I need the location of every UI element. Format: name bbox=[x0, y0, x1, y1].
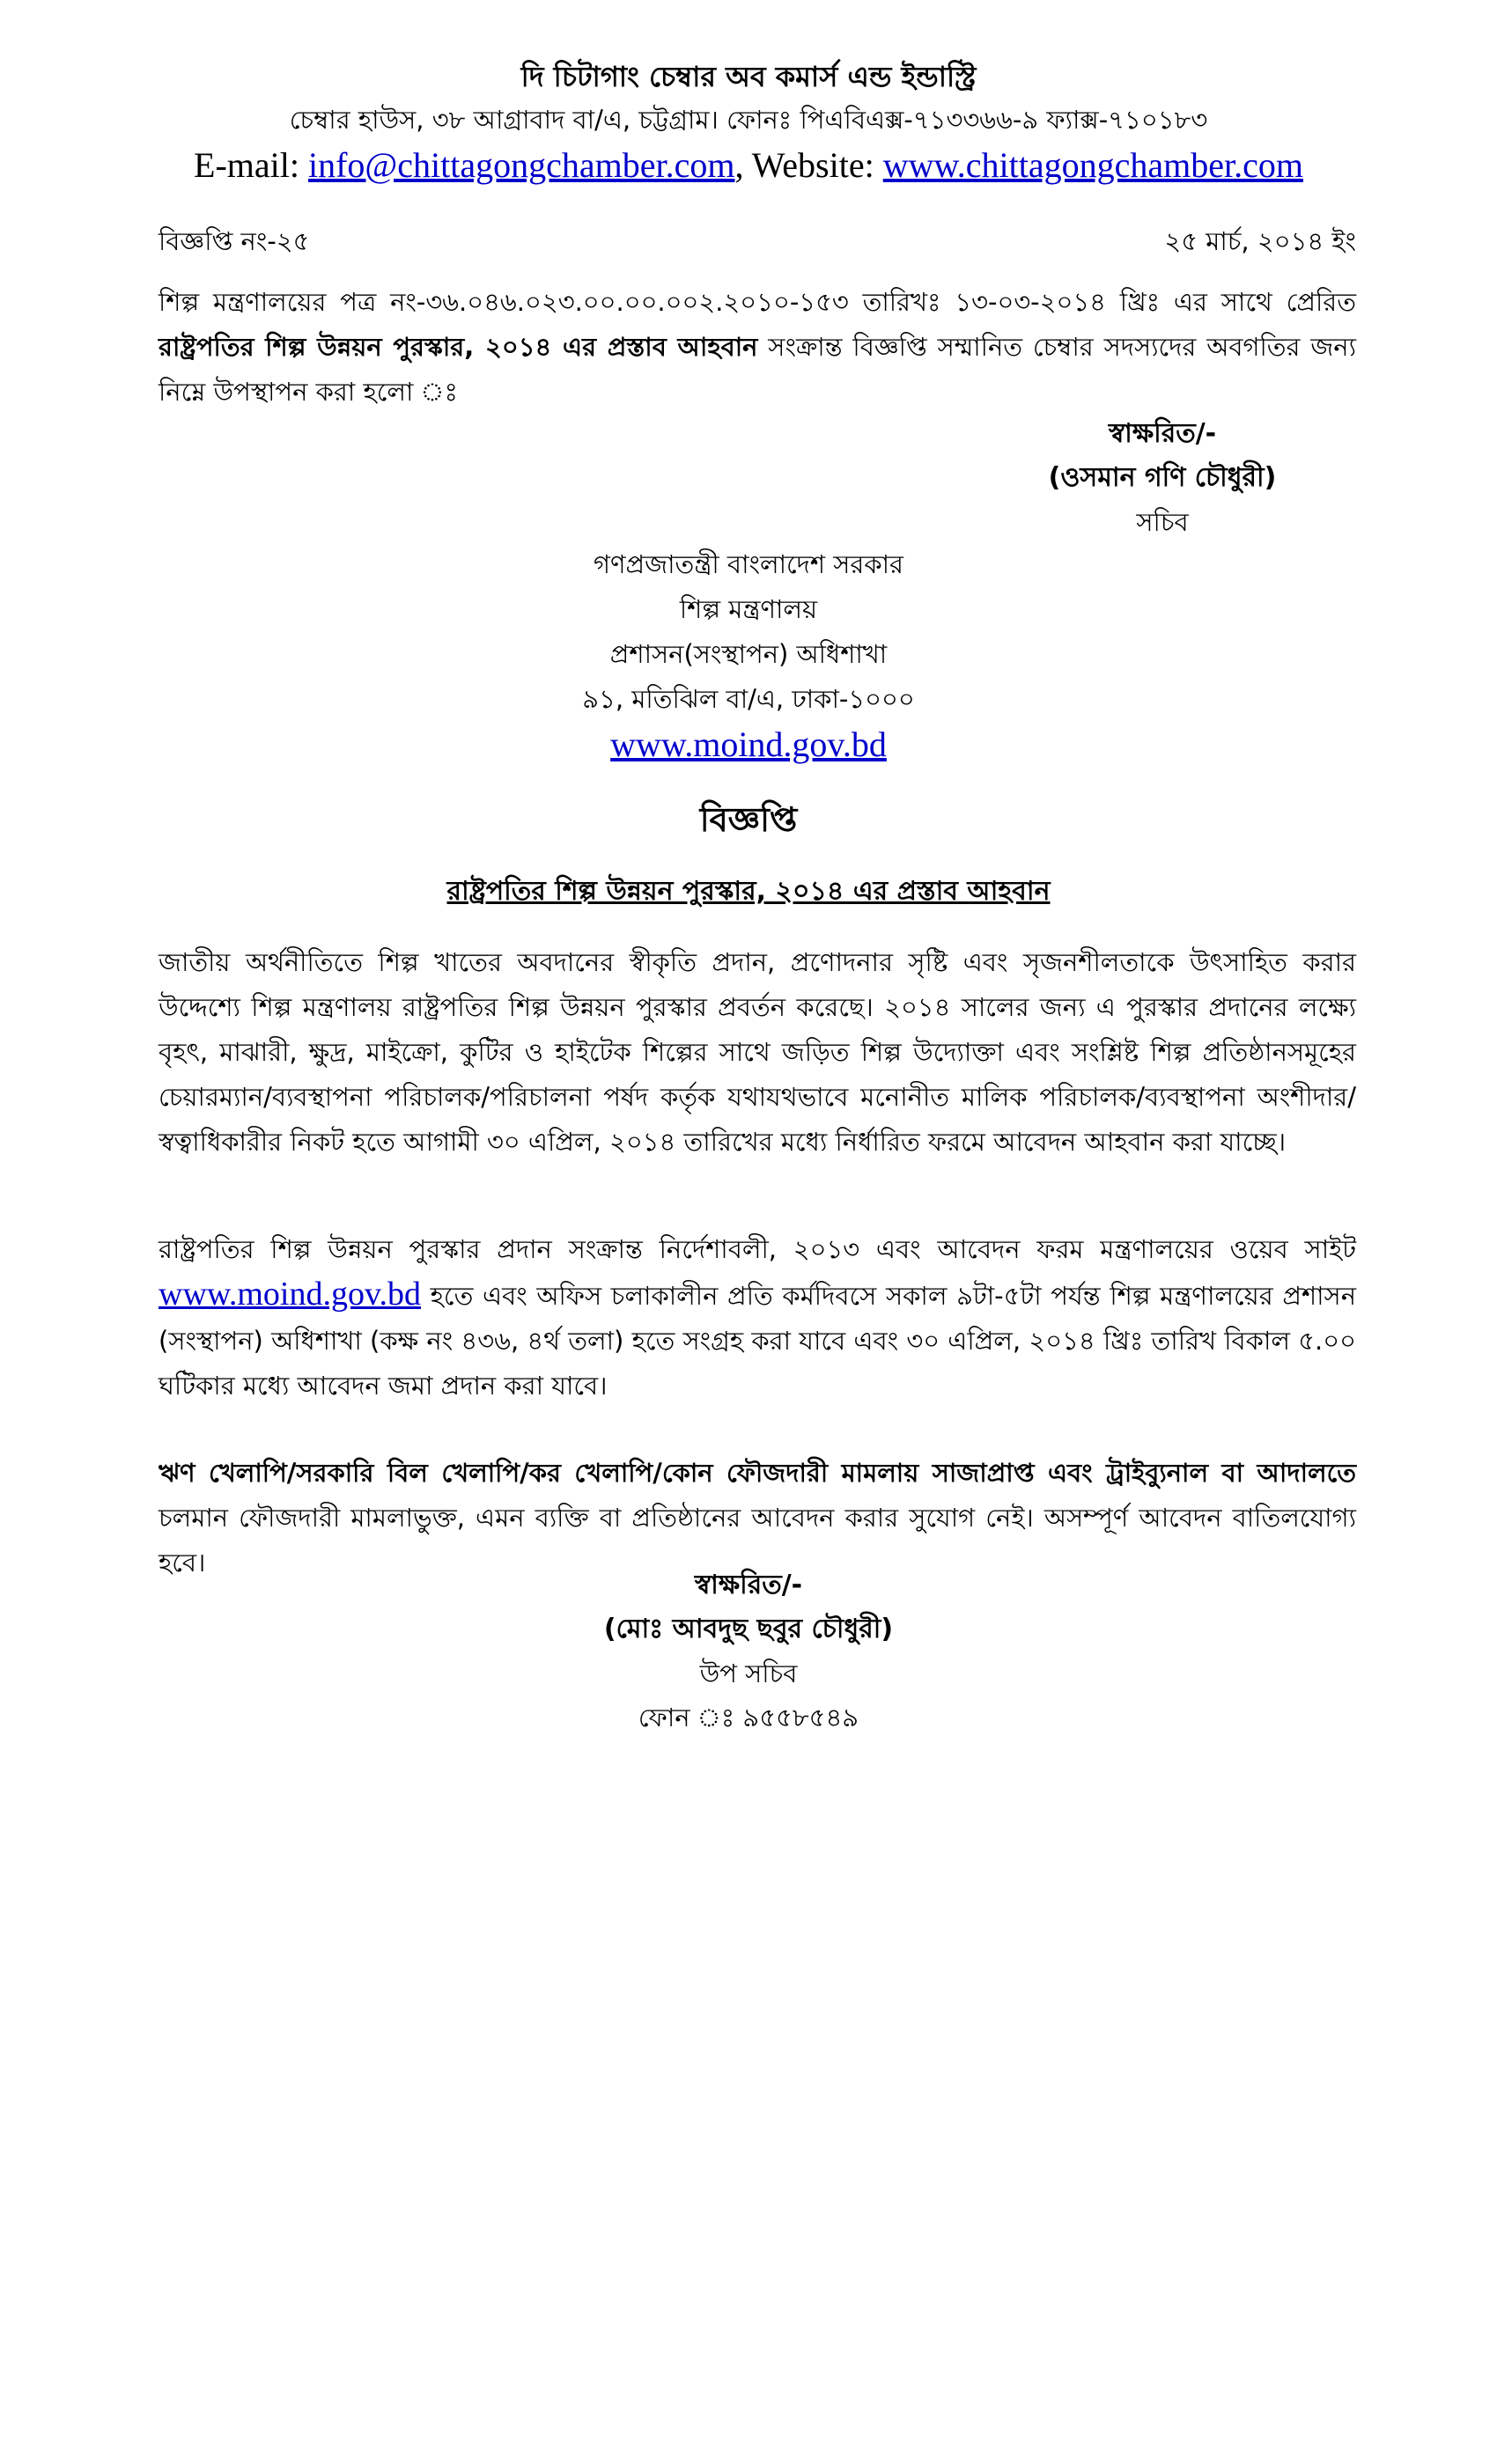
ministry-block bbox=[0, 542, 1497, 768]
body-paragraph-2 bbox=[159, 1227, 1356, 1409]
ministry-website-link[interactable]: www.moind.gov.bd bbox=[610, 724, 887, 764]
website-label: , Website: bbox=[734, 145, 883, 185]
signatory-designation: সচিব bbox=[1136, 507, 1189, 537]
para3-text: চলমান ফৌজদারী মামলাভুক্ত, এমন ব্যক্তি বা প্রতিষ্ঠানের আবেদন করার সুযোগ নেই। অসম্পূর্ণ আবেদন বাতিলযোগ্য হবে। bbox=[159, 1503, 1356, 1578]
signatory-name-2: (মোঃ আবদুছ ছবুর চৌধুরী) bbox=[603, 1614, 894, 1644]
notice-title: বিজ্ঞপ্তি bbox=[699, 800, 798, 839]
email-link[interactable]: info@chittagongchamber.com bbox=[307, 145, 735, 185]
org-name: দি চিটাগাং চেম্বার অব কমার্স এন্ড ইন্ডাস্ট্রি bbox=[520, 60, 977, 93]
notice-subtitle-text: রাষ্ট্রপতির শিল্প উন্নয়ন পুরস্কার, ২০১৪ এর প্রস্তাব আহবান bbox=[446, 876, 1051, 907]
signatory-designation-2: উপ সচিব bbox=[699, 1659, 798, 1688]
intro-bold-title: রাষ্ট্রপতির শিল্প উন্নয়ন পুরস্কার, ২০১৪ এর প্রস্তাব আহবান bbox=[159, 332, 758, 362]
website-link[interactable]: www.chittagongchamber.com bbox=[882, 145, 1303, 185]
para3-bold-text: ঋণ খেলাপি/সরকারি বিল খেলাপি/কর খেলাপি/কোন ফৌজদারী মামলায় সাজাপ্রাপ্ত এবং ট্রাইব্যুনাল বা আদালতে bbox=[159, 1458, 1356, 1488]
signature-block-secretary bbox=[1004, 412, 1321, 544]
intro-paragraph bbox=[159, 280, 1356, 415]
signatory-name: (ওসমান গণি চৌধুরী) bbox=[1048, 462, 1277, 493]
para2-website-link[interactable]: www.moind.gov.bd bbox=[159, 1276, 422, 1313]
ministry-wing: প্রশাসন(সংস্থাপন) অধিশাখা bbox=[609, 639, 888, 669]
ministry-govt: গণপ্রজাতন্ত্রী বাংলাদেশ সরকার bbox=[593, 549, 904, 579]
para2-text-1: রাষ্ট্রপতির শিল্প উন্নয়ন পুরস্কার প্রদান সংক্রান্ত নির্দেশাবলী, ২০১৩ এবং আবেদন ফরম মন্ত্রণালয়ের ওয়েব সাইট bbox=[159, 1234, 1356, 1264]
body-paragraph-1: জাতীয় অর্থনীতিতে শিল্প খাতের অবদানের স্বীকৃতি প্রদান, প্রণোদনার সৃষ্টি এবং সৃজনশীলতাকে উৎসাহিত করার উদ্দেশ্যে শিল্প মন্ত্রণালয় রাষ্ট্রপতির শিল্প উন্নয়ন পুরস্কার প্রবর্তন করেছে। ২০১৪ সালের জন্য এ পুরস্কার প্রদানের লক্ষ্যে বৃহৎ, মাঝারী, ক্ষুদ্র, মাইক্রো, কুটির ও হাইটেক শিল্পের সাথে জড়িত শিল্প উদ্যোক্তা এবং সংশ্লিষ্ট শিল্প প্রতিষ্ঠানসমূহের চেয়ারম্যান/ব্যবস্থাপনা পরিচালক/পরিচালনা পর্ষদ কর্তৃক যথাযথভাবে মনোনীত মালিক পরিচালক/ব্যবস্থাপনা অংশীদার/স্বত্বাধিকারীর নিকট হতে আগামী ৩০ এপ্রিল, ২০১৪ তারিখের মধ্যে নির্ধারিত ফরমে আবেদন আহবান করা যাচ্ছে। bbox=[159, 947, 1356, 1157]
para2-text-2: হতে এবং অফিস চলাকালীন প্রতি কর্মদিবসে সকাল ৯টা-৫টা পর্যন্ত শিল্প মন্ত্রণালয়ের প্রশাসন (সংস্থাপন) অধিশাখা (কক্ষ নং ৪৩৬, ৪র্থ তলা) হতে সংগ্রহ করা যাবে এবং ৩০ এপ্রিল, ২০১৪ খ্রিঃ তারিখ বিকাল ৫.০০ ঘটিকার মধ্যে আবেদন জমা প্রদান করা যাবে। bbox=[159, 1281, 1356, 1401]
intro-text-2: সংক্রান্ত বিজ্ঞপ্তি সম্মানিত চেম্বার সদস্যদের অবগতির জন্য নিম্নে উপস্থাপন করা হলো ঃ bbox=[159, 332, 1356, 407]
ministry-address: ৯১, মতিঝিল বা/এ, ঢাকা-১০০০ bbox=[582, 684, 915, 714]
ministry-name: শিল্প মন্ত্রণালয় bbox=[679, 594, 818, 624]
notice-date: ২৫ মার্চ, ২০১৪ ইং bbox=[1164, 226, 1356, 256]
intro-text-1: শিল্প মন্ত্রণালয়ের পত্র নং-৩৬.০৪৬.০২৩.০০.০০.০০২.২০১০-১৫৩ তারিখঃ ১৩-০৩-২০১৪ খ্রিঃ এর সাথে প্রেরিত bbox=[159, 287, 1356, 317]
signature-block-deputy-secretary bbox=[546, 1563, 951, 1740]
notice-number: বিজ্ঞপ্তি নং-২৫ bbox=[159, 226, 310, 256]
signatory-phone: ফোন ঃ ৯৫৫৮৫৪৯ bbox=[638, 1703, 859, 1732]
contact-line bbox=[0, 144, 1497, 186]
notice-subtitle bbox=[0, 870, 1497, 915]
signed-mark-2: স্বাক্ষরিত/- bbox=[694, 1570, 803, 1600]
org-address: চেম্বার হাউস, ৩৮ আগ্রাবাদ বা/এ, চট্টগ্রাম। ফোনঃ পিএবিএক্স-৭১৩৩৬৬-৯ ফ্যাক্স-৭১০১৮৩ bbox=[289, 105, 1208, 135]
signed-mark: স্বাক্ষরিত/- bbox=[1108, 418, 1217, 449]
email-label: E-mail: bbox=[194, 145, 308, 185]
